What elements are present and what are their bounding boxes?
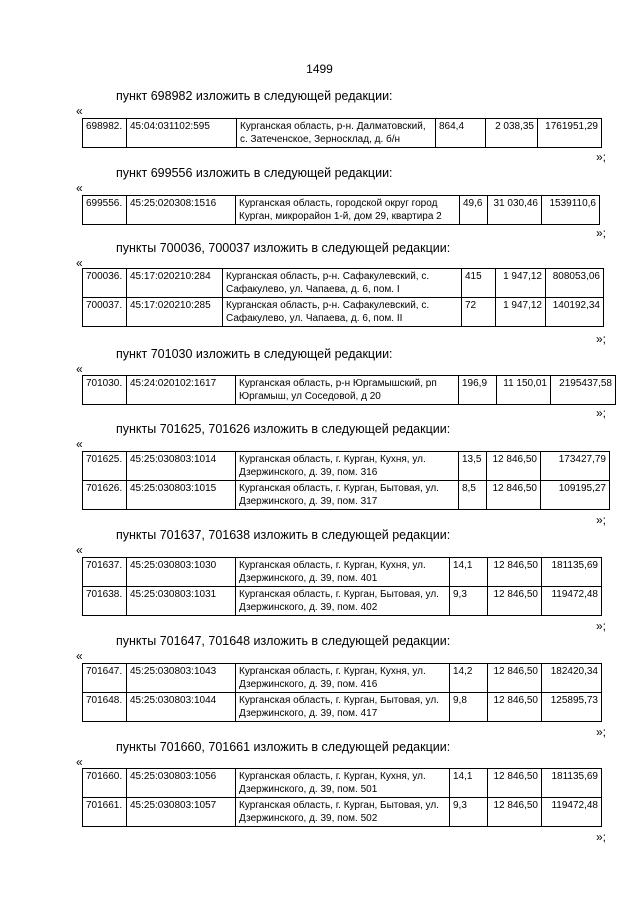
address-cell: Курганская область, г. Курган, Бытовая, ул. Дзержинского, д. 39, пом. 502: [236, 798, 450, 827]
property-table: [82, 268, 604, 327]
page-number: 1499: [306, 62, 333, 76]
cadastral-number-cell: 45:04:031102:595: [127, 119, 237, 148]
row-number-cell: 701660.: [83, 769, 127, 798]
row-number-cell: 700036.: [83, 269, 127, 298]
table-row: [83, 196, 600, 225]
area-cell: 415: [462, 269, 496, 298]
area-cell: 72: [462, 298, 496, 327]
area-cell: 9,3: [450, 798, 488, 827]
address-cell: Курганская область, г. Курган, Бытовая, ул. Дзержинского, д. 39, пом. 417: [236, 693, 450, 722]
address-cell: Курганская область, г. Курган, Кухня, ул. Дзержинского, д. 39, пом. 316: [236, 452, 459, 481]
table-row: [83, 769, 602, 798]
value-cell: 181135,69: [542, 558, 602, 587]
area-cell: 13,5: [459, 452, 487, 481]
address-cell: Курганская область, р-н. Сафакулевский, с. Сафакулево, ул. Чапаева, д. 6, пом. I: [223, 269, 462, 298]
open-quote: «: [76, 543, 83, 557]
close-quote: »;: [596, 725, 607, 739]
area-cell: 8,5: [459, 481, 487, 510]
address-cell: Курганская область, г. Курган, Кухня, ул. Дзержинского, д. 39, пом. 416: [236, 664, 450, 693]
address-cell: Курганская область, г. Курган, Кухня, ул. Дзержинского, д. 39, пом. 501: [236, 769, 450, 798]
cadastral-number-cell: 45:25:030803:1056: [127, 769, 236, 798]
table-row: [83, 798, 602, 827]
table-row: [83, 558, 602, 587]
table-row: [83, 376, 616, 405]
address-cell: Курганская область, г. Курган, Бытовая, ул. Дзержинского, д. 39, пом. 402: [236, 587, 450, 616]
row-number-cell: 701626.: [83, 481, 127, 510]
property-table: [82, 557, 602, 616]
address-cell: Курганская область, городской округ город Курган, микрорайон 1-й, дом 29, квартира 2: [236, 196, 460, 225]
property-table: [82, 375, 616, 405]
section-heading: пункты 701637, 701638 изложить в следующей редакции:: [116, 528, 451, 542]
section-heading: пункты 701625, 701626 изложить в следующей редакции:: [116, 422, 451, 436]
value-cell: 125895,73: [542, 693, 602, 722]
row-number-cell: 700037.: [83, 298, 127, 327]
open-quote: «: [76, 437, 83, 451]
area-cell: 864,4: [436, 119, 486, 148]
row-number-cell: 698982.: [83, 119, 127, 148]
area-cell: 9,3: [450, 587, 488, 616]
price-cell: 12 846,50: [488, 693, 542, 722]
price-cell: 12 846,50: [488, 587, 542, 616]
area-cell: 14,1: [450, 558, 488, 587]
row-number-cell: 701648.: [83, 693, 127, 722]
property-table: [82, 768, 602, 827]
table-row: [83, 452, 610, 481]
area-cell: 14,2: [450, 664, 488, 693]
address-cell: Курганская область, г. Курган, Кухня, ул. Дзержинского, д. 39, пом. 401: [236, 558, 450, 587]
open-quote: «: [76, 181, 83, 195]
table-row: [83, 269, 604, 298]
close-quote: »;: [596, 830, 607, 844]
row-number-cell: 701030.: [83, 376, 127, 405]
address-cell: Курганская область, г. Курган, Бытовая, ул. Дзержинского, д. 39, пом. 317: [236, 481, 459, 510]
value-cell: 140192,34: [546, 298, 604, 327]
property-table: [82, 451, 610, 510]
section-heading: пункты 701660, 701661 изложить в следующей редакции:: [116, 740, 451, 754]
value-cell: 181135,69: [542, 769, 602, 798]
value-cell: 1539110,6: [542, 196, 600, 225]
close-quote: »;: [596, 513, 607, 527]
cadastral-number-cell: 45:25:030803:1044: [127, 693, 236, 722]
section-heading: пункт 701030 изложить в следующей редакции:: [116, 347, 393, 361]
area-cell: 14,1: [450, 769, 488, 798]
section-heading: пункты 700036, 700037 изложить в следующей редакции:: [116, 241, 451, 255]
area-cell: 196,9: [459, 376, 497, 405]
open-quote: «: [76, 256, 83, 270]
price-cell: 12 846,50: [488, 664, 542, 693]
property-table: [82, 195, 600, 225]
cadastral-number-cell: 45:17:020210:284: [127, 269, 223, 298]
cadastral-number-cell: 45:17:020210:285: [127, 298, 223, 327]
address-cell: Курганская область, р-н Юргамышский, рп Юргамыш, ул Соседовой, д 20: [236, 376, 459, 405]
value-cell: 2195437,58: [551, 376, 616, 405]
open-quote: «: [76, 755, 83, 769]
table-row: [83, 664, 602, 693]
price-cell: 2 038,35: [486, 119, 538, 148]
value-cell: 182420,34: [542, 664, 602, 693]
close-quote: »;: [596, 406, 607, 420]
price-cell: 11 150,01: [497, 376, 551, 405]
cadastral-number-cell: 45:25:030803:1030: [127, 558, 236, 587]
value-cell: 173427,79: [541, 452, 610, 481]
price-cell: 12 846,50: [488, 558, 542, 587]
table-row: [83, 587, 602, 616]
row-number-cell: 701625.: [83, 452, 127, 481]
area-cell: 49,6: [460, 196, 488, 225]
area-cell: 9,8: [450, 693, 488, 722]
cadastral-number-cell: 45:25:030803:1015: [127, 481, 236, 510]
table-row: [83, 693, 602, 722]
property-table: [82, 118, 602, 148]
table-row: [83, 119, 602, 148]
cadastral-number-cell: 45:25:030803:1057: [127, 798, 236, 827]
row-number-cell: 701638.: [83, 587, 127, 616]
section-heading: пункт 699556 изложить в следующей редакции:: [116, 166, 393, 180]
section-heading: пункты 701647, 701648 изложить в следующей редакции:: [116, 634, 451, 648]
row-number-cell: 701661.: [83, 798, 127, 827]
table-row: [83, 298, 604, 327]
cadastral-number-cell: 45:25:030803:1043: [127, 664, 236, 693]
value-cell: 119472,48: [542, 587, 602, 616]
open-quote: «: [76, 362, 83, 376]
cadastral-number-cell: 45:25:030803:1031: [127, 587, 236, 616]
cadastral-number-cell: 45:25:020308:1516: [127, 196, 236, 225]
price-cell: 12 846,50: [487, 481, 541, 510]
cadastral-number-cell: 45:24:020102:1617: [127, 376, 236, 405]
price-cell: 1 947,12: [496, 298, 546, 327]
price-cell: 12 846,50: [487, 452, 541, 481]
close-quote: »;: [596, 150, 607, 164]
price-cell: 12 846,50: [488, 769, 542, 798]
price-cell: 12 846,50: [488, 798, 542, 827]
table-row: [83, 481, 610, 510]
value-cell: 109195,27: [541, 481, 610, 510]
price-cell: 31 030,46: [488, 196, 542, 225]
value-cell: 1761951,29: [538, 119, 602, 148]
close-quote: »;: [596, 226, 607, 240]
cadastral-number-cell: 45:25:030803:1014: [127, 452, 236, 481]
address-cell: Курганская область, р-н. Далматовский, с. Затеченское, Зерносклад, д. б/н: [237, 119, 436, 148]
open-quote: «: [76, 104, 83, 118]
section-heading: пункт 698982 изложить в следующей редакции:: [116, 89, 393, 103]
open-quote: «: [76, 649, 83, 663]
value-cell: 808053,06: [546, 269, 604, 298]
property-table: [82, 663, 602, 722]
close-quote: »;: [596, 619, 607, 633]
row-number-cell: 701647.: [83, 664, 127, 693]
row-number-cell: 701637.: [83, 558, 127, 587]
price-cell: 1 947,12: [496, 269, 546, 298]
row-number-cell: 699556.: [83, 196, 127, 225]
address-cell: Курганская область, р-н. Сафакулевский, с. Сафакулево, ул. Чапаева, д. 6, пом. II: [223, 298, 462, 327]
value-cell: 119472,48: [542, 798, 602, 827]
close-quote: »;: [596, 332, 607, 346]
